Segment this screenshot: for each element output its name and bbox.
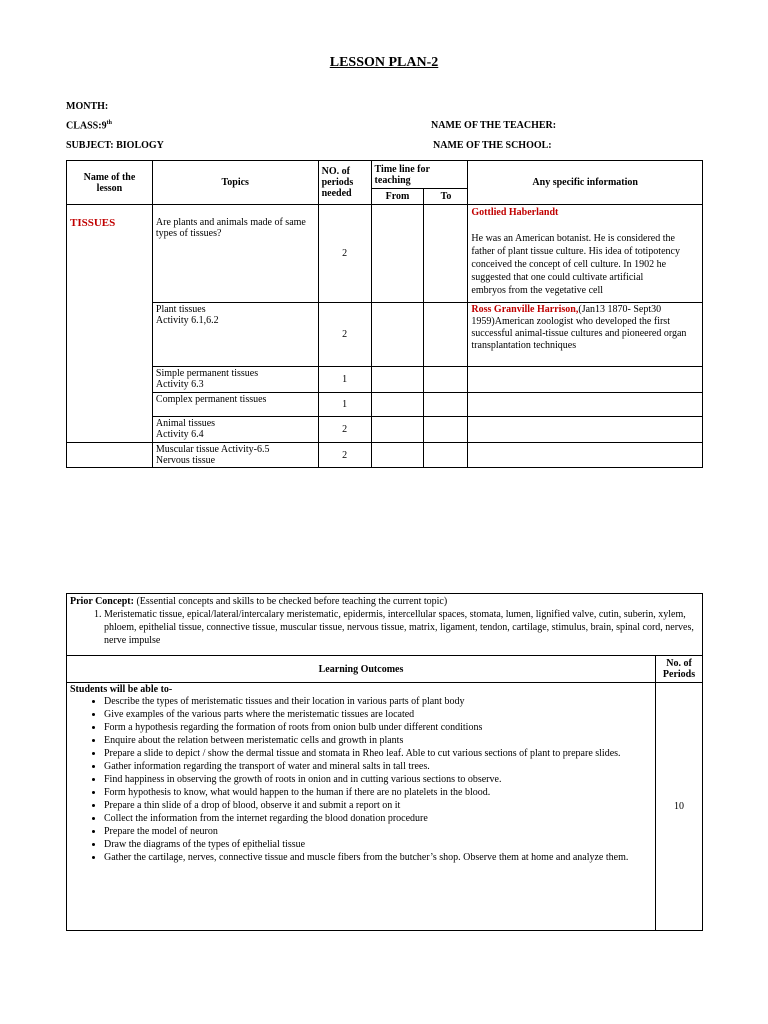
header-specific-info: Any specific information bbox=[468, 161, 703, 205]
from-cell bbox=[371, 443, 424, 468]
to-cell bbox=[424, 367, 468, 393]
outcome-item: • Gather information regarding the transport of water and mineral salts in tall trees. bbox=[104, 760, 652, 773]
info-name-haberlandt: Gottlied Haberlandt bbox=[471, 207, 559, 218]
to-cell bbox=[424, 205, 468, 303]
page-title: LESSON PLAN-2 bbox=[329, 55, 439, 70]
periods-cell: 1 bbox=[318, 393, 371, 417]
info-cell bbox=[468, 417, 703, 443]
class-text: CLASS:9 bbox=[66, 120, 107, 132]
class-label bbox=[66, 120, 112, 131]
outcome-item: • Describe the types of meristematic tissues and their location in various parts of plant body bbox=[104, 695, 652, 708]
topic-cell: Are plants and animals made of same types of tissues? bbox=[152, 205, 318, 303]
lesson-schedule-table bbox=[66, 160, 703, 468]
from-cell bbox=[371, 205, 424, 303]
outcome-item: • Draw the diagrams of the types of epithelial tissue bbox=[104, 838, 652, 851]
prior-concept-item: 1. Meristematic tissue, epical/lateral/intercalary meristematic, epidermis, intercellular spaces, stomata, lumen, lignified valve, cutin, suberin, xylem, phloem, epithelial tissue, connective tissue, muscular tissue, nervous tissue, matrix, ligament, tendon, cartilage, stimulus, brain, spinal cord, nerves, nerve impulse bbox=[104, 608, 699, 647]
topic-cell: Muscular tissue Activity-6.5 Nervous tissue bbox=[152, 443, 318, 468]
info-harrison bbox=[468, 303, 703, 367]
prior-concept-heading bbox=[70, 595, 699, 608]
outcome-item: • Form a hypothesis regarding the formation of roots from onion bulb under different conditions bbox=[104, 721, 652, 734]
topic-cell: Complex permanent tissues bbox=[152, 393, 318, 417]
info-haberlandt bbox=[468, 205, 703, 303]
topic-cell: Plant tissues Activity 6.1,6.2 bbox=[152, 303, 318, 367]
periods-header: No. of Periods bbox=[656, 656, 703, 683]
outcome-item: • Enquire about the relation between meristematic cells and growth in plants bbox=[104, 734, 652, 747]
to-cell bbox=[424, 417, 468, 443]
outcomes-periods: 10 bbox=[656, 683, 703, 931]
info-cell bbox=[468, 393, 703, 417]
periods-cell: 2 bbox=[318, 205, 371, 303]
outcome-item: • Gather the cartilage, nerves, connective tissue and muscle fibers from the butcher’s shop. Observe them at home and analyze them. bbox=[104, 851, 652, 864]
subject-label: SUBJECT: BIOLOGY bbox=[66, 140, 164, 151]
lesson-name: TISSUES bbox=[67, 205, 153, 443]
from-cell bbox=[371, 367, 424, 393]
outcome-item: • Form hypothesis to know, what would happen to the human if there are no platelets in the blood. bbox=[104, 786, 652, 799]
topic-cell: Simple permanent tissues Activity 6.3 bbox=[152, 367, 318, 393]
teacher-label: NAME OF THE TEACHER: bbox=[431, 120, 557, 131]
periods-cell: 1 bbox=[318, 367, 371, 393]
info-text-haberlandt: He was an American botanist. He is considered the father of plant tissue culture. His idea of totipotency conceived the concept of cell culture. In 1902 he suggested that one could cultivate artificial embryos from the vegetative cell bbox=[471, 233, 680, 296]
header-from: From bbox=[371, 189, 424, 205]
from-cell bbox=[371, 393, 424, 417]
topic-cell: Animal tissues Activity 6.4 bbox=[152, 417, 318, 443]
header-to: To bbox=[424, 189, 468, 205]
header-lesson-name: Name of the lesson bbox=[67, 161, 153, 205]
learning-outcomes-header: Learning Outcomes bbox=[67, 656, 656, 683]
header-periods: NO. of periods needed bbox=[318, 161, 371, 205]
outcome-item: • Prepare a thin slide of a drop of blood, observe it and submit a report on it bbox=[104, 799, 652, 812]
to-cell bbox=[424, 303, 468, 367]
learning-outcomes-table bbox=[66, 593, 703, 931]
outcomes-list bbox=[70, 695, 652, 864]
month-label: MONTH: bbox=[66, 101, 109, 112]
info-cell bbox=[468, 443, 703, 468]
periods-cell: 2 bbox=[318, 303, 371, 367]
to-cell bbox=[424, 393, 468, 417]
outcome-item: • Prepare the model of neuron bbox=[104, 825, 652, 838]
lesson-empty-cell bbox=[67, 443, 153, 468]
class-sup: th bbox=[106, 120, 112, 126]
to-cell bbox=[424, 443, 468, 468]
outcome-item: • Collect the information from the internet regarding the blood donation procedure bbox=[104, 812, 652, 825]
prior-concept-desc: (Essential concepts and skills to be checked before teaching the current topic) bbox=[133, 596, 448, 607]
prior-concept-list bbox=[70, 608, 699, 647]
prior-concept-label: Prior Concept: bbox=[70, 596, 134, 607]
header-topics: Topics bbox=[152, 161, 318, 205]
info-text-harrison: (Jan13 1870- Sept30 1959)American zoologist who developed the first successful animal-tissue cultures and pioneered organ transplantation techniques bbox=[471, 304, 687, 351]
info-name-harrison: Ross Granville Harrison, bbox=[471, 304, 579, 315]
periods-cell: 2 bbox=[318, 443, 371, 468]
outcome-item: • Find happiness in observing the growth of roots in onion and in cutting various sections to observe. bbox=[104, 773, 652, 786]
info-cell bbox=[468, 367, 703, 393]
prior-concept-cell bbox=[67, 594, 703, 656]
from-cell bbox=[371, 303, 424, 367]
from-cell bbox=[371, 417, 424, 443]
header-timeline: Time line for teaching bbox=[371, 161, 468, 189]
outcomes-cell bbox=[67, 683, 656, 931]
periods-cell: 2 bbox=[318, 417, 371, 443]
students-intro: Students will be able to- bbox=[70, 684, 173, 695]
outcome-item: • Prepare a slide to depict / show the dermal tissue and stomata in Rheo leaf. Able to cut various sections of plant to prepare slides. bbox=[104, 747, 652, 760]
outcome-item: • Give examples of the various parts where the meristematic tissues are located bbox=[104, 708, 652, 721]
school-label: NAME OF THE SCHOOL: bbox=[433, 140, 552, 151]
